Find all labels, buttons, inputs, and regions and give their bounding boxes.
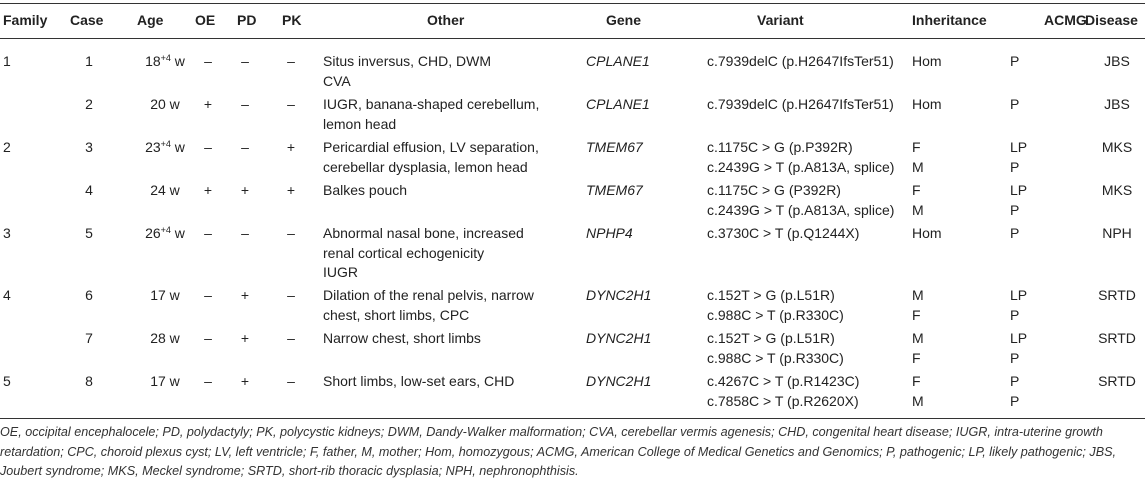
cell-inheritance: F bbox=[912, 182, 921, 198]
cell-family: 4 bbox=[3, 287, 11, 303]
cell-other: cerebellar dysplasia, lemon head bbox=[323, 158, 528, 175]
table-top-rule bbox=[0, 3, 1145, 4]
cell-variant: c.7939delC (p.H2647IfsTer51) bbox=[707, 96, 894, 112]
cell-other: lemon head bbox=[323, 115, 397, 132]
cell-variant: c.2439G > T (p.A813A, splice) bbox=[707, 158, 895, 175]
cell-family: 1 bbox=[3, 53, 11, 69]
cell-variant: c.7939delC (p.H2647IfsTer51) bbox=[707, 53, 894, 69]
cell-gene: TMEM67 bbox=[586, 139, 643, 155]
cell-variant: c.4267C > T (p.R1423C) bbox=[707, 373, 860, 389]
cell-disease: JBS bbox=[1104, 96, 1130, 112]
cell-inheritance: F bbox=[912, 139, 921, 155]
cell-inheritance: Hom bbox=[912, 225, 942, 241]
cell-age: 24 w bbox=[150, 182, 180, 198]
cell-acmg: P bbox=[1010, 96, 1020, 112]
cell-pd: + bbox=[240, 373, 250, 389]
cell-acmg: P bbox=[1010, 53, 1020, 69]
cell-variant: c.1175C > G (p.P392R) bbox=[707, 139, 853, 155]
cell-pk: + bbox=[286, 182, 296, 198]
cell-disease: SRTD bbox=[1098, 287, 1136, 303]
cell-acmg: P bbox=[1010, 349, 1020, 366]
cell-disease: SRTD bbox=[1098, 330, 1136, 346]
table-bottom-rule bbox=[0, 418, 1145, 419]
cell-other: chest, short limbs, CPC bbox=[323, 306, 470, 323]
cell-inheritance: M bbox=[912, 158, 924, 175]
cell-age: $18^{+4}$ w bbox=[145, 53, 185, 69]
cell-variant: c.1175C > G (P392R) bbox=[707, 182, 841, 198]
cell-case: 2 bbox=[85, 96, 93, 112]
cell-other: Dilation of the renal pelvis, narrow bbox=[323, 287, 534, 303]
cell-case: 1 bbox=[85, 53, 93, 69]
cell-oe: + bbox=[203, 182, 213, 198]
cell-inheritance: M bbox=[912, 330, 924, 346]
cell-gene: DYNC2H1 bbox=[586, 330, 652, 346]
cell-pk: – bbox=[287, 373, 295, 389]
cell-case: 8 bbox=[85, 373, 93, 389]
cell-pd: + bbox=[240, 182, 250, 198]
cell-oe: – bbox=[204, 330, 212, 346]
col-header-acmg: ACMG bbox=[1044, 12, 1087, 28]
col-header-pd: PD bbox=[237, 12, 257, 28]
cell-acmg: LP bbox=[1010, 330, 1028, 346]
cell-age: 17 w bbox=[150, 373, 180, 389]
cell-variant: c.988C > T (p.R330C) bbox=[707, 349, 844, 366]
cell-case: 6 bbox=[85, 287, 93, 303]
col-header-oe: OE bbox=[195, 12, 216, 28]
cell-other: Narrow chest, short limbs bbox=[323, 330, 481, 346]
cell-variant: c.988C > T (p.R330C) bbox=[707, 306, 844, 323]
cell-family: 3 bbox=[3, 225, 11, 241]
col-header-age: Age bbox=[137, 12, 164, 28]
cell-variant: c.152T > G (p.L51R) bbox=[707, 287, 835, 303]
cell-other: Situs inversus, CHD, DWM bbox=[323, 53, 492, 69]
cell-other: renal cortical echogenicity bbox=[323, 244, 485, 261]
cell-gene: CPLANE1 bbox=[586, 53, 650, 69]
cell-age: $23^{+4}$ w bbox=[145, 139, 185, 155]
cell-case: 3 bbox=[85, 139, 93, 155]
cell-inheritance: M bbox=[912, 201, 924, 218]
cell-pd: – bbox=[241, 96, 249, 112]
cell-gene: CPLANE1 bbox=[586, 96, 650, 112]
cell-pd: + bbox=[240, 330, 250, 346]
cell-pk: – bbox=[287, 53, 295, 69]
cell-oe: + bbox=[203, 96, 213, 112]
cell-pk: – bbox=[287, 96, 295, 112]
cell-family: 2 bbox=[3, 139, 11, 155]
col-header-inheritance: Inheritance bbox=[912, 12, 987, 28]
cell-other: Short limbs, low-set ears, CHD bbox=[323, 373, 515, 389]
cell-pk: – bbox=[287, 330, 295, 346]
cell-inheritance: F bbox=[912, 373, 921, 389]
cell-pd: + bbox=[240, 287, 250, 303]
cell-acmg: LP bbox=[1010, 139, 1028, 155]
cell-acmg: P bbox=[1010, 306, 1020, 323]
cell-other: IUGR bbox=[323, 264, 358, 280]
cell-gene: TMEM67 bbox=[586, 182, 643, 198]
cell-age: $26^{+4}$ w bbox=[145, 225, 185, 241]
cell-gene: DYNC2H1 bbox=[586, 373, 652, 389]
col-header-other: Other bbox=[427, 12, 465, 28]
cell-pk: + bbox=[286, 139, 296, 155]
cell-age: 28 w bbox=[150, 330, 180, 346]
col-header-disease: Disease bbox=[1085, 12, 1138, 28]
cell-acmg: P bbox=[1010, 158, 1020, 175]
cell-pk: – bbox=[287, 287, 295, 303]
cell-acmg: P bbox=[1010, 373, 1020, 389]
cell-pd: – bbox=[241, 53, 249, 69]
cell-oe: – bbox=[204, 287, 212, 303]
cell-gene: DYNC2H1 bbox=[586, 287, 652, 303]
cell-other: CVA bbox=[323, 72, 351, 89]
cell-age: 17 w bbox=[150, 287, 180, 303]
cell-case: 4 bbox=[85, 182, 93, 198]
cell-oe: – bbox=[204, 373, 212, 389]
cell-inheritance: Hom bbox=[912, 53, 942, 69]
col-header-variant: Variant bbox=[757, 12, 804, 28]
cell-variant: c.2439G > T (p.A813A, splice) bbox=[707, 201, 895, 218]
cell-acmg: P bbox=[1010, 201, 1020, 218]
cell-family: 5 bbox=[3, 373, 11, 389]
cell-variant: c.7858C > T (p.R2620X) bbox=[707, 392, 859, 409]
cell-disease: NPH bbox=[1102, 225, 1132, 241]
cell-pd: – bbox=[241, 139, 249, 155]
cell-inheritance: F bbox=[912, 349, 921, 366]
cell-inheritance: F bbox=[912, 306, 921, 323]
cell-pd: – bbox=[241, 225, 249, 241]
cell-age: 20 w bbox=[150, 96, 180, 112]
col-header-family: Family bbox=[3, 12, 48, 28]
cell-inheritance: M bbox=[912, 287, 924, 303]
cell-case: 5 bbox=[85, 225, 93, 241]
cell-oe: – bbox=[204, 53, 212, 69]
cell-acmg: LP bbox=[1010, 182, 1028, 198]
cell-disease: MKS bbox=[1101, 139, 1133, 155]
table-footnote: OE, occipital encephalocele; PD, polydactyly; PK, polycystic kidneys; DWM, Dandy-Walker malformation; CVA, cerebellar vermis agenesis; CHD, congenital heart disease; IUGR, intra-uterine growth retardation; CPC, choroid plexus cyst; LV, left ventricle; F, father, M, mother; Hom, homozygous; ACMG, American College of Medical Genetics and Genomics; P, pathogenic; LP, likely pathogenic; JBS, Joubert syndrome; MKS, Meckel syndrome; SRTD, short-rib thoracic dysplasia; NPH, nephronophthisis. bbox=[0, 425, 1117, 478]
cell-disease: MKS bbox=[1101, 182, 1133, 198]
cell-inheritance: Hom bbox=[912, 96, 942, 112]
col-header-pk: PK bbox=[282, 12, 302, 28]
cell-other: Abnormal nasal bone, increased bbox=[323, 225, 524, 241]
cell-gene: NPHP4 bbox=[586, 225, 633, 241]
cell-acmg: LP bbox=[1010, 287, 1028, 303]
cell-variant: c.3730C > T (p.Q1244X) bbox=[707, 225, 860, 241]
cell-acmg: P bbox=[1010, 392, 1020, 409]
col-header-gene: Gene bbox=[606, 12, 642, 28]
cell-acmg: P bbox=[1010, 225, 1020, 241]
cell-inheritance: M bbox=[912, 392, 924, 409]
table-header-rule bbox=[0, 38, 1145, 39]
col-header-case: Case bbox=[70, 12, 104, 28]
cell-variant: c.152T > G (p.L51R) bbox=[707, 330, 835, 346]
cell-other: Balkes pouch bbox=[323, 182, 408, 198]
cell-oe: – bbox=[204, 225, 212, 241]
cell-disease: SRTD bbox=[1098, 373, 1136, 389]
cell-case: 7 bbox=[85, 330, 93, 346]
cell-other: IUGR, banana-shaped cerebellum, bbox=[323, 96, 540, 112]
cell-oe: – bbox=[204, 139, 212, 155]
cell-other: Pericardial effusion, LV separation, bbox=[323, 139, 539, 155]
cell-disease: JBS bbox=[1104, 53, 1130, 69]
cell-pk: – bbox=[287, 225, 295, 241]
